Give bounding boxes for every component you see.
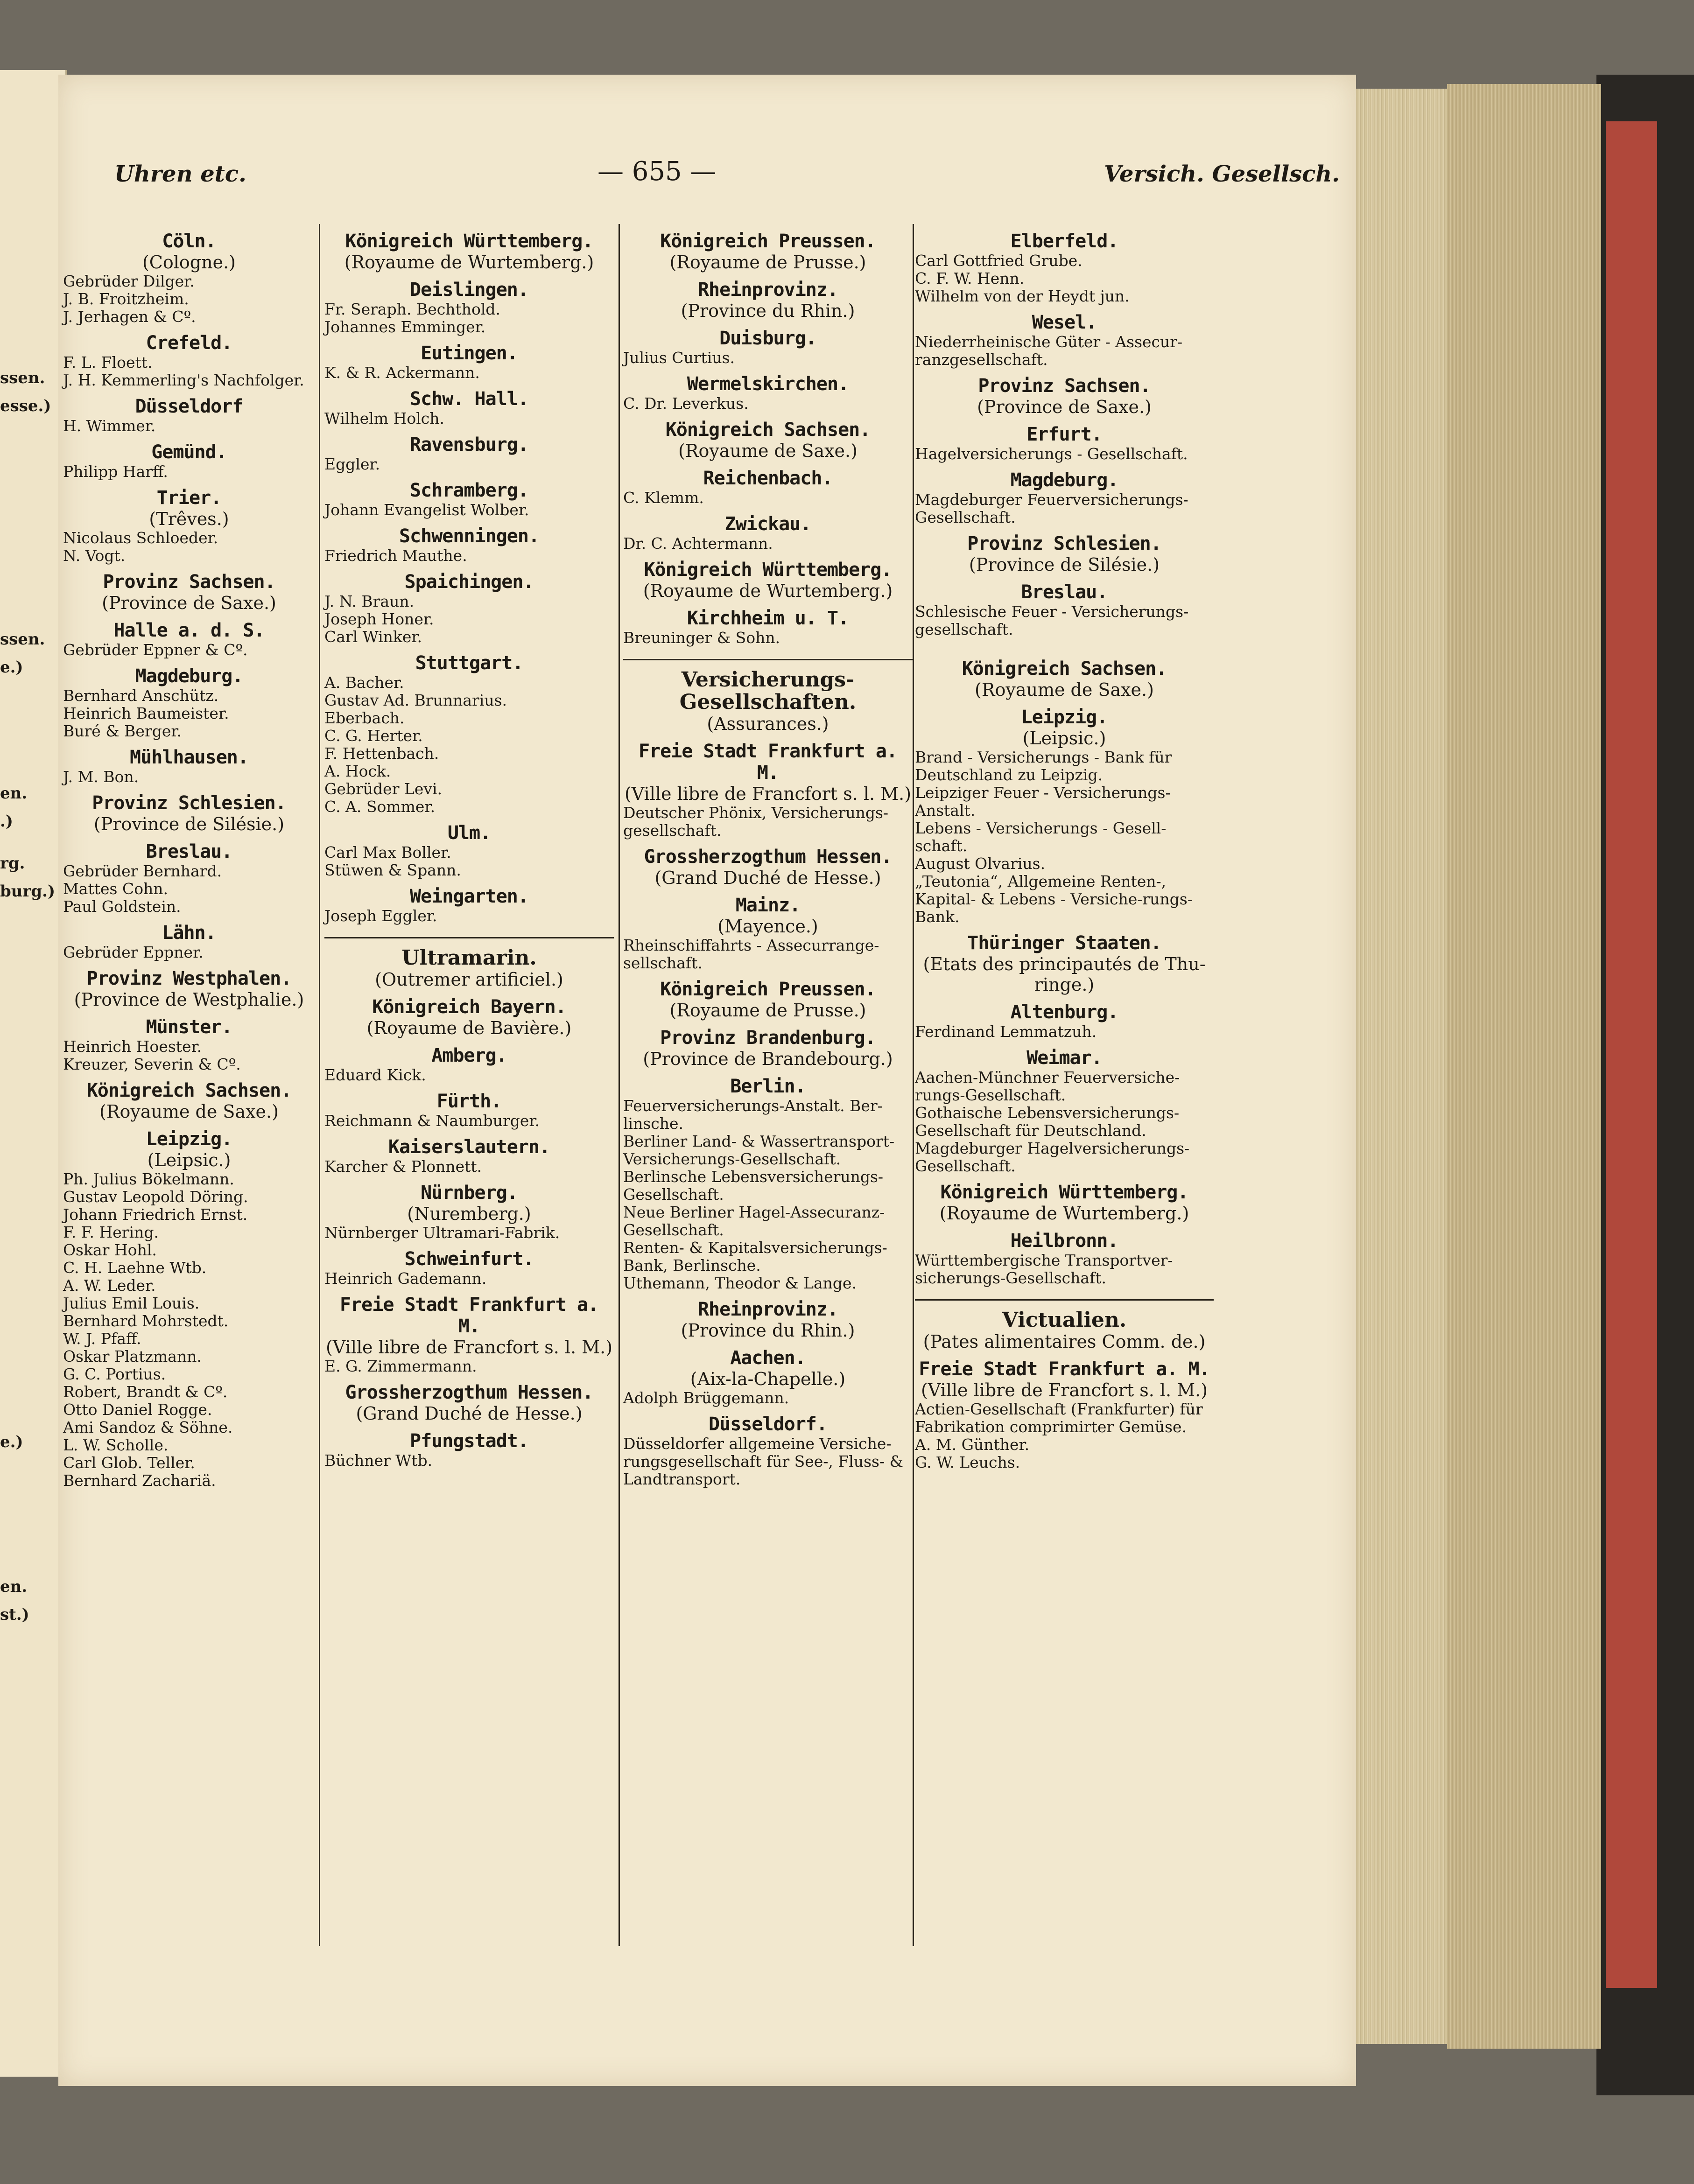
place-heading: Elberfeld. — [1010, 231, 1118, 252]
listing-entry: F. Hettenbach. — [324, 744, 439, 763]
listing-entry: Gustav Leopold Döring. — [63, 1188, 248, 1206]
left-page-text-fragment: .) — [0, 812, 13, 831]
listing-entry: Stüwen & Spann. — [324, 861, 461, 879]
listing-entry: Niederrheinische Güter - Assecur-ranzgesellschaft. — [915, 333, 1183, 369]
section-rule — [915, 1299, 1214, 1301]
french-subheading: (Royaume de Prusse.) — [669, 252, 866, 273]
french-subheading: (Assurances.) — [707, 714, 829, 734]
place-heading: Mühlhausen. — [130, 747, 248, 768]
listing-entry: Wilhelm Holch. — [324, 409, 444, 427]
french-subheading: (Etats des principautés de Thu-ringe.) — [923, 954, 1206, 995]
listing-entry: Paul Goldstein. — [63, 897, 181, 916]
listing-entry: J. N. Braun. — [324, 592, 415, 610]
listing-entry: H. Wimmer. — [63, 417, 156, 435]
listing-entry: Schlesische Feuer - Versicherungs-gesellschaft. — [915, 602, 1189, 638]
left-page-text-fragment: ssen. — [0, 369, 45, 387]
section-title: Victualien. — [1002, 1308, 1127, 1332]
place-heading: Freie Stadt Frankfurt a. M. — [639, 741, 897, 784]
french-subheading: (Royaume de Bavière.) — [366, 1018, 572, 1038]
listing-entry: A. Bacher. — [324, 673, 404, 692]
place-heading: Freie Stadt Frankfurt a. M. — [340, 1294, 598, 1337]
left-page-text-fragment: ssen. — [0, 630, 45, 649]
french-subheading: (Province de Silésie.) — [969, 554, 1160, 575]
french-subheading: (Ville libre de Francfort s. l. M.) — [624, 784, 912, 804]
listing-entry: Wilhelm von der Heydt jun. — [915, 287, 1130, 305]
page-edges-outer — [1447, 84, 1601, 2049]
listing-entry: Eggler. — [324, 455, 380, 473]
french-subheading: (Royaume de Prusse.) — [669, 1000, 866, 1021]
place-heading: Spaichingen. — [404, 571, 534, 593]
place-heading: Berlin. — [730, 1076, 806, 1097]
french-subheading: (Province du Rhin.) — [681, 301, 855, 321]
left-page-text-fragment: rg. — [0, 854, 25, 873]
listing-entry: Lebens - Versicherungs - Gesell-schaft. — [915, 819, 1167, 855]
listing-entry: J. Jerhagen & Cº. — [63, 308, 196, 326]
listing-entry: Eberbach. — [324, 709, 405, 727]
listing-entry: August Olvarius. — [915, 854, 1046, 873]
listing-entry: Rheinschiffahrts - Assecurrange-sellschaft. — [623, 936, 879, 972]
place-heading: Mainz. — [735, 895, 801, 916]
place-heading: Reichenbach. — [703, 468, 833, 489]
section-rule — [623, 659, 913, 660]
place-heading: Aachen. — [730, 1347, 806, 1369]
page-header — [61, 156, 1340, 194]
listing-entry: J. B. Froitzheim. — [63, 290, 189, 308]
french-subheading: (Ville libre de Francfort s. l. M.) — [325, 1337, 613, 1358]
listing-entry: Gebrüder Dilger. — [63, 272, 195, 290]
listing-entry: Heinrich Hoester. — [63, 1037, 202, 1056]
column-rule — [319, 224, 320, 1946]
listing-entry: C. H. Laehne Wtb. — [63, 1259, 207, 1277]
listing-entry: A. M. Günther. — [915, 1435, 1030, 1454]
listing-entry: Berliner Land- & Wassertransport-Versicherungs-Gesellschaft. — [623, 1132, 895, 1168]
listing-entry: Otto Daniel Rogge. — [63, 1400, 212, 1419]
listing-entry: J. H. Kemmerling's Nachfolger. — [63, 371, 304, 389]
french-subheading: (Royaume de Saxe.) — [99, 1101, 279, 1122]
place-heading: Altenburg. — [1010, 1001, 1118, 1023]
place-heading: Schwenningen. — [399, 525, 540, 547]
place-heading: Königreich Württemberg. — [644, 559, 892, 581]
running-head-left: Uhren etc. — [114, 161, 246, 187]
listing-entry: Leipziger Feuer - Versicherungs-Anstalt. — [915, 784, 1171, 819]
place-heading: Leipzig. — [1021, 707, 1108, 728]
french-subheading: (Royaume de Saxe.) — [678, 441, 858, 461]
listing-entry: Carl Gottfried Grube. — [915, 252, 1082, 270]
listing-entry: Württembergische Transportver-sicherungs-Gesellschaft. — [915, 1251, 1173, 1287]
french-subheading: (Grand Duché de Hesse.) — [654, 868, 881, 888]
place-heading: Königreich Preussen. — [660, 231, 876, 252]
spacer — [915, 638, 1214, 651]
listing-entry: L. W. Scholle. — [63, 1436, 169, 1454]
listing-entry: E. G. Zimmermann. — [324, 1357, 477, 1375]
place-heading: Königreich Württemberg. — [345, 231, 593, 252]
place-heading: Königreich Württemberg. — [940, 1182, 1188, 1203]
listing-entry: Gebrüder Bernhard. — [63, 862, 222, 880]
french-subheading: (Mayence.) — [717, 916, 818, 937]
place-heading: Provinz Sachsen. — [978, 375, 1151, 397]
listing-entry: Düsseldorfer allgemeine Versiche-rungsgesellschaft für See-, Fluss- & Landtransport. — [623, 1435, 903, 1488]
place-heading: Rheinprovinz. — [697, 279, 838, 301]
left-page-edge — [0, 70, 67, 2077]
place-heading: Deislingen. — [410, 279, 528, 301]
listing-entry: Robert, Brandt & Cº. — [63, 1383, 228, 1401]
french-subheading: (Leipsic.) — [1022, 728, 1106, 749]
place-heading: Königreich Preussen. — [660, 979, 876, 1000]
listing-entry: C. G. Herter. — [324, 727, 423, 745]
listing-entry: A. Hock. — [324, 762, 391, 780]
listing-entry: Ferdinand Lemmatzuh. — [915, 1022, 1097, 1041]
listing-entry: Buré & Berger. — [63, 722, 182, 740]
french-subheading: (Royaume de Wurtemberg.) — [643, 581, 893, 601]
listing-entry: Ph. Julius Bökelmann. — [63, 1170, 234, 1188]
french-subheading: (Grand Duché de Hesse.) — [356, 1403, 583, 1424]
listing-entry: Heinrich Baumeister. — [63, 704, 229, 722]
listing-entry: Fr. Seraph. Bechthold. — [324, 300, 501, 318]
listing-entry: F. L. Floett. — [63, 353, 153, 371]
column-1 — [63, 224, 315, 1951]
listing-entry: Magdeburger Hagelversicherungs-Gesellschaft. — [915, 1139, 1190, 1175]
listing-entry: Bernhard Mohrstedt. — [63, 1312, 229, 1330]
place-heading: Halle a. d. S. — [113, 620, 265, 641]
listing-entry: Feuerversicherungs-Anstalt. Ber-linsche. — [623, 1097, 883, 1133]
place-heading: Breslau. — [1021, 581, 1108, 603]
listing-entry: Gothaische Lebensversicherungs-Gesellschaft für Deutschland. — [915, 1104, 1180, 1140]
listing-entry: Breuninger & Sohn. — [623, 629, 780, 647]
listing-entry: Renten- & Kapitalsversicherungs-Bank, Berlinsche. — [623, 1239, 887, 1274]
place-heading: Provinz Schlesien. — [92, 792, 286, 814]
place-heading: Schw. Hall. — [410, 388, 528, 410]
place-heading: Weimar. — [1026, 1047, 1102, 1069]
place-heading: Freie Stadt Frankfurt a. M. — [919, 1358, 1210, 1380]
column-2 — [324, 224, 614, 1951]
left-page-text-fragment: e.) — [0, 658, 23, 677]
listing-entry: A. W. Leder. — [63, 1276, 156, 1295]
place-heading: Königreich Sachsen. — [962, 658, 1167, 679]
listing-entry: Hagelversicherungs - Gesellschaft. — [915, 445, 1188, 463]
listing-entry: Johannes Emminger. — [324, 318, 486, 336]
place-heading: Kaiserslautern. — [388, 1136, 550, 1158]
listing-entry: Nürnberger Ultramari-Fabrik. — [324, 1224, 560, 1242]
listing-entry: Philipp Harff. — [63, 462, 168, 481]
french-subheading: (Outremer artificiel.) — [375, 969, 563, 990]
french-subheading: (Pates alimentaires Comm. de.) — [923, 1331, 1206, 1352]
listing-entry: Aachen-Münchner Feuerversiche-rungs-Gesellschaft. — [915, 1068, 1180, 1104]
place-heading: Cöln. — [162, 231, 216, 252]
listing-entry: Ami Sandoz & Söhne. — [63, 1418, 233, 1436]
listing-entry: Magdeburger Feuerversicherungs-Gesellschaft. — [915, 490, 1188, 526]
french-subheading: (Royaume de Wurtemberg.) — [939, 1203, 1189, 1224]
listing-entry: J. M. Bon. — [63, 768, 139, 786]
listing-entry: W. J. Pfaff. — [63, 1330, 141, 1348]
place-heading: Königreich Sachsen. — [86, 1080, 292, 1101]
left-page-text-fragment: st.) — [0, 1605, 29, 1624]
listing-entry: Actien-Gesellschaft (Frankfurter) für Fabrikation comprimirter Gemüse. — [915, 1400, 1203, 1436]
place-heading: Stuttgart. — [415, 652, 523, 674]
column-rule — [619, 224, 620, 1946]
place-heading: Magdeburg. — [1010, 469, 1118, 491]
french-subheading: (Province de Brandebourg.) — [643, 1049, 893, 1069]
place-heading: Eutingen. — [421, 343, 518, 364]
place-heading: Kirchheim u. T. — [687, 608, 849, 629]
place-heading: Provinz Sachsen. — [103, 571, 275, 593]
listing-entry: Bernhard Anschütz. — [63, 686, 219, 705]
listing-entry: Karcher & Plonnett. — [324, 1157, 482, 1176]
place-heading: Breslau. — [146, 841, 232, 862]
place-heading: Pfungstadt. — [410, 1430, 528, 1452]
french-subheading: (Province de Westphalie.) — [74, 989, 304, 1010]
place-heading: Magdeburg. — [135, 665, 243, 687]
place-heading: Rheinprovinz. — [697, 1299, 838, 1320]
listing-entry: C. A. Sommer. — [324, 798, 436, 816]
place-heading: Lähn. — [162, 922, 216, 944]
place-heading: Trier. — [156, 487, 222, 509]
listing-entry: C. F. W. Henn. — [915, 269, 1025, 287]
page-number: — 655 — — [597, 156, 717, 187]
place-heading: Gemünd. — [151, 441, 227, 463]
listing-entry: Bernhard Zachariä. — [63, 1471, 216, 1490]
listing-entry: Oskar Hohl. — [63, 1241, 157, 1259]
listing-entry: Carl Max Boller. — [324, 843, 451, 861]
place-heading: Erfurt. — [1026, 424, 1102, 445]
listing-entry: C. Dr. Leverkus. — [623, 394, 749, 413]
listing-entry: Heinrich Gademann. — [324, 1269, 487, 1288]
cover-red-edge — [1606, 121, 1657, 1988]
french-subheading: (Royaume de Wurtemberg.) — [344, 252, 594, 273]
french-subheading: (Leipsic.) — [147, 1150, 231, 1170]
listing-entry: Joseph Eggler. — [324, 907, 437, 925]
listing-entry: F. F. Hering. — [63, 1223, 159, 1241]
section-title: Versicherungs-Gesellschaften. — [679, 668, 857, 714]
listing-entry: „Teutonia“, Allgemeine Renten-, Kapital- & Lebens - Versiche-rungs-Bank. — [915, 872, 1193, 926]
listing-entry: Gebrüder Eppner. — [63, 943, 204, 961]
french-subheading: (Province du Rhin.) — [681, 1320, 855, 1341]
place-heading: Fürth. — [436, 1091, 502, 1112]
french-subheading: (Ville libre de Francfort s. l. M.) — [921, 1380, 1208, 1400]
place-heading: Wermelskirchen. — [687, 373, 849, 395]
listing-entry: K. & R. Ackermann. — [324, 364, 480, 382]
place-heading: Leipzig. — [146, 1128, 232, 1150]
listing-entry: Brand - Versicherungs - Bank für Deutschland zu Leipzig. — [915, 748, 1172, 784]
place-heading: Provinz Schlesien. — [967, 533, 1161, 554]
french-subheading: (Aix-la-Chapelle.) — [690, 1369, 846, 1389]
place-heading: Amberg. — [431, 1045, 507, 1066]
french-subheading: (Province de Silésie.) — [93, 814, 285, 834]
listing-entry: Julius Curtius. — [623, 349, 735, 367]
listing-entry: Carl Winker. — [324, 628, 422, 646]
french-subheading: (Province de Saxe.) — [977, 397, 1152, 417]
listing-entry: G. C. Portius. — [63, 1365, 166, 1383]
place-heading: Königreich Sachsen. — [665, 419, 871, 441]
french-subheading: (Cologne.) — [142, 252, 236, 273]
place-heading: Provinz Westphalen. — [86, 968, 292, 989]
place-heading: Zwickau. — [724, 513, 811, 535]
place-heading: Grossherzogthum Hessen. — [345, 1382, 593, 1403]
place-heading: Crefeld. — [146, 332, 232, 354]
listing-entry: Dr. C. Achtermann. — [623, 534, 773, 553]
listing-entry: Uthemann, Theodor & Lange. — [623, 1274, 857, 1292]
french-subheading: (Royaume de Saxe.) — [975, 679, 1154, 700]
listing-entry: Julius Emil Louis. — [63, 1294, 200, 1312]
listing-entry: Gebrüder Eppner & Cº. — [63, 641, 248, 659]
left-page-text-fragment: en. — [0, 1577, 28, 1596]
listing-entry: Adolph Brüggemann. — [623, 1389, 789, 1407]
place-heading: Wesel. — [1032, 312, 1097, 333]
left-page-text-fragment: e.) — [0, 1433, 23, 1451]
column-3 — [623, 224, 913, 1951]
place-heading: Münster. — [146, 1016, 232, 1038]
listing-entry: Nicolaus Schloeder. — [63, 529, 218, 547]
left-page-text-fragment: burg.) — [0, 882, 56, 901]
place-heading: Düsseldorf — [135, 396, 243, 417]
place-heading: Duisburg. — [719, 328, 816, 349]
place-heading: Heilbronn. — [1010, 1230, 1118, 1252]
french-subheading: (Trêves.) — [149, 509, 229, 529]
listing-entry: N. Vogt. — [63, 546, 126, 565]
listing-entry: Mattes Cohn. — [63, 880, 169, 898]
section-rule — [324, 937, 614, 938]
listing-entry: Büchner Wtb. — [324, 1451, 433, 1470]
place-heading: Provinz Brandenburg. — [660, 1027, 876, 1049]
left-page-text-fragment: en. — [0, 784, 28, 803]
place-heading: Nürnberg. — [421, 1182, 518, 1204]
listing-entry: Johann Evangelist Wolber. — [324, 501, 529, 519]
listing-entry: Berlinsche Lebensversicherungs-Gesellschaft. — [623, 1168, 884, 1204]
listing-entry: C. Klemm. — [623, 489, 704, 507]
place-heading: Weingarten. — [410, 886, 528, 907]
listing-entry: Gebrüder Levi. — [324, 780, 443, 798]
listing-entry: Carl Glob. Teller. — [63, 1454, 195, 1472]
place-heading: Schweinfurt. — [404, 1248, 534, 1270]
listing-entry: G. W. Leuchs. — [915, 1453, 1020, 1471]
listing-entry: Deutscher Phönix, Versicherungs-gesellschaft. — [623, 804, 889, 840]
place-heading: Düsseldorf. — [709, 1414, 827, 1435]
french-subheading: (Nuremberg.) — [407, 1204, 531, 1224]
column-4 — [915, 224, 1214, 1951]
place-heading: Königreich Bayern. — [372, 996, 566, 1018]
place-heading: Ulm. — [447, 822, 491, 844]
column-rule — [913, 224, 914, 1946]
place-heading: Grossherzogthum Hessen. — [644, 846, 892, 868]
section-title: Ultramarin. — [401, 946, 537, 970]
listing-entry: Joseph Honer. — [324, 610, 434, 628]
listing-entry: Friedrich Mauthe. — [324, 546, 467, 565]
listing-entry: Kreuzer, Severin & Cº. — [63, 1055, 241, 1073]
place-heading: Schramberg. — [410, 480, 528, 501]
listing-entry: Johann Friedrich Ernst. — [63, 1205, 248, 1224]
running-head-right: Versich. Gesellsch. — [1104, 161, 1340, 187]
place-heading: Ravensburg. — [410, 434, 528, 455]
listing-entry: Neue Berliner Hagel-Assecuranz-Gesellschaft. — [623, 1203, 885, 1239]
listing-entry: Eduard Kick. — [324, 1066, 426, 1084]
left-page-text-fragment: esse.) — [0, 397, 51, 415]
listing-entry: Reichmann & Naumburger. — [324, 1112, 540, 1130]
place-heading: Thüringer Staaten. — [967, 932, 1161, 954]
french-subheading: (Province de Saxe.) — [102, 593, 276, 613]
listing-entry: Oskar Platzmann. — [63, 1347, 202, 1365]
listing-entry: Gustav Ad. Brunnarius. — [324, 691, 507, 709]
